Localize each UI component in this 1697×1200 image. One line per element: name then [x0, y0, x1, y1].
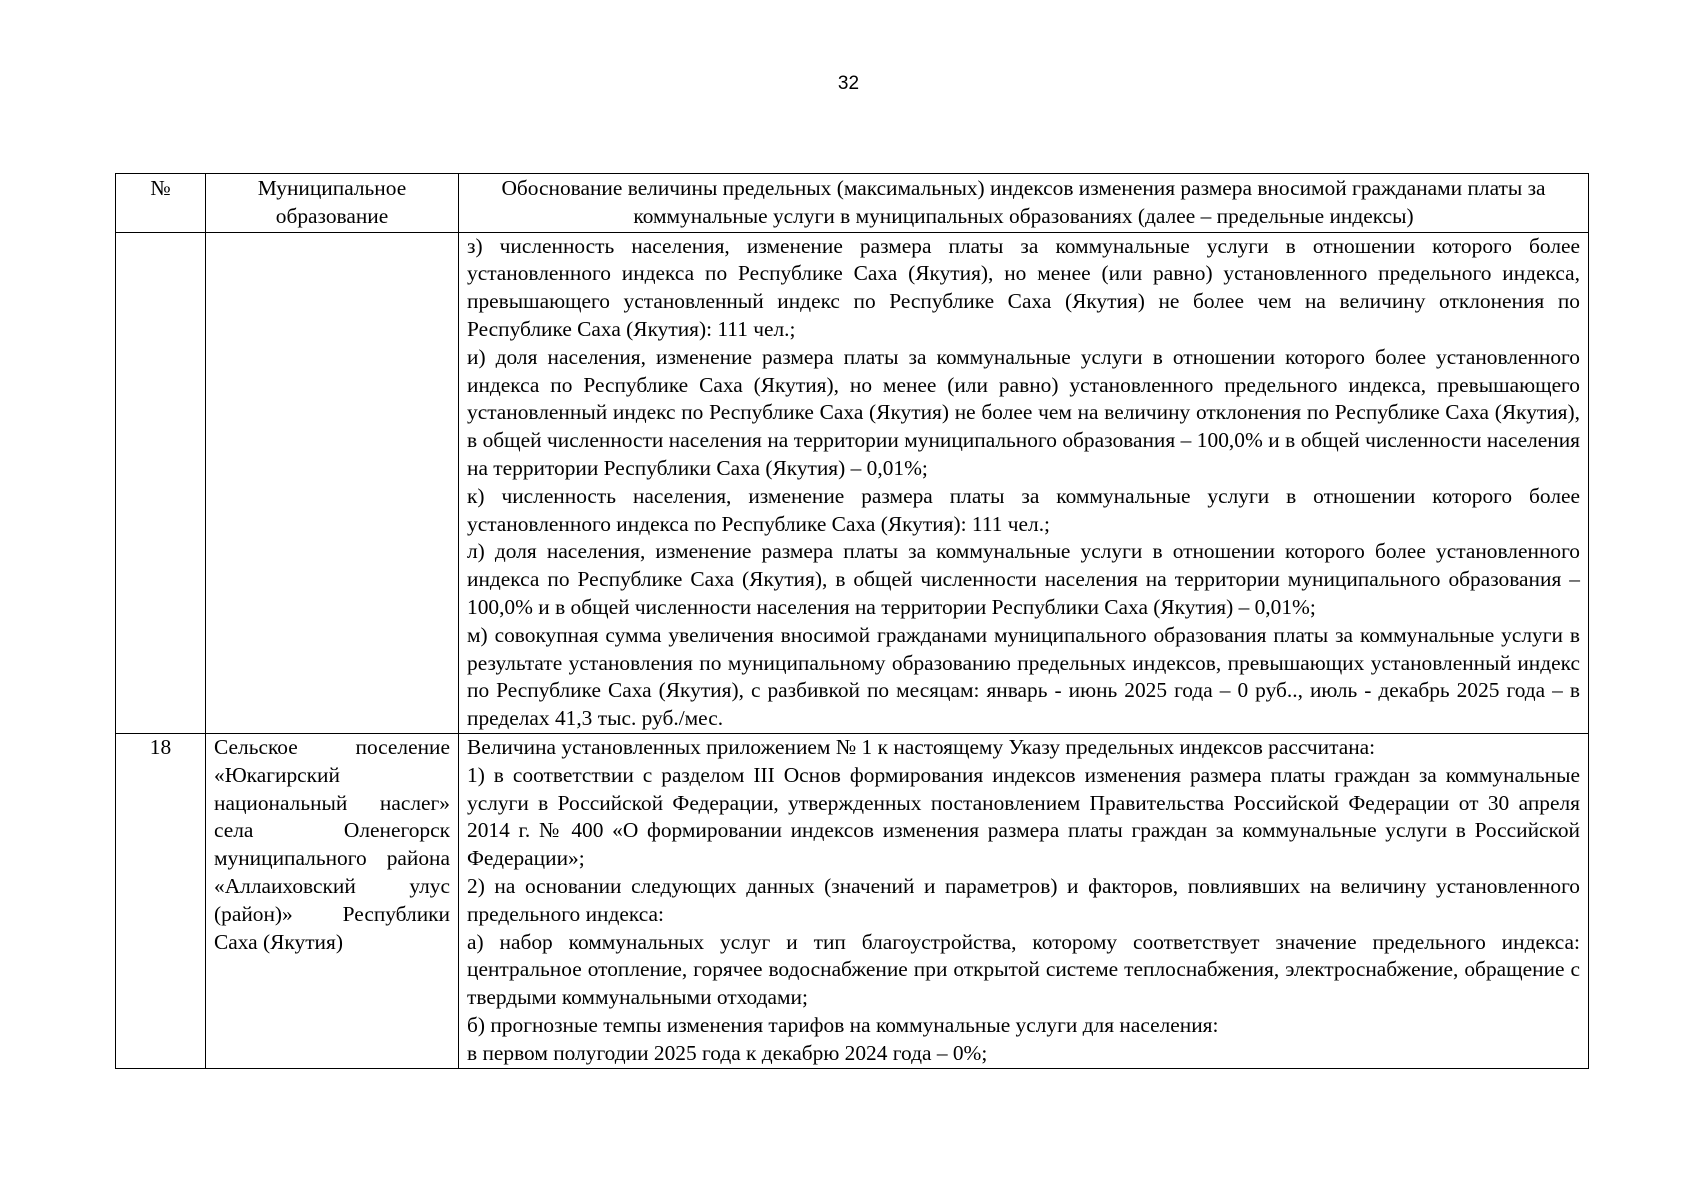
basis-paragraph: Величина установленных приложением № 1 к настоящему Указу предельных индексов рассчитана:: [467, 734, 1376, 759]
header-municipality: Муниципальное образование: [206, 174, 459, 233]
basis-paragraph: и) доля населения, изменение размера платы за коммунальные услуги в отношении которого более установленного индекса по Республике Саха (Якутия), но менее (или равно) установленного предельного индекса, превышающего установленный индекс по Республике Саха (Якутия) не более чем на величину отклонения по Республике Саха (Якутия), в общей численности населения на территории муниципального образования – 100,0% и в общей численности населения на территории Республики Саха (Якутия) – 0,01%;: [467, 344, 1580, 480]
basis-paragraph: к) численность населения, изменение размера платы за коммунальные услуги в отношении которого более установленного индекса по Республике Саха (Якутия): 111 чел.;: [467, 483, 1580, 536]
header-basis: Обоснование величины предельных (максимальных) индексов изменения размера вносимой гражданами платы за коммунальные услуги в муниципальных образованиях (далее – предельные индексы): [459, 174, 1589, 233]
page-number: 32: [837, 73, 860, 94]
row-number: 18: [116, 733, 206, 1068]
row-basis: [459, 232, 1589, 733]
row-basis: [459, 733, 1589, 1068]
indices-table: [115, 173, 1589, 1069]
basis-paragraph: а) набор коммунальных услуг и тип благоустройства, которому соответствует значение предельного индекса: центральное отопление, горячее водоснабжение при открытой системе теплоснабжения, электроснабжение, обращение с твердыми коммунальными отходами;: [467, 929, 1580, 1010]
basis-paragraph: б) прогнозные темпы изменения тарифов на коммунальные услуги для населения:: [467, 1012, 1219, 1037]
basis-paragraph: в первом полугодии 2025 года к декабрю 2024 года – 0%;: [467, 1040, 988, 1065]
header-number: №: [116, 174, 206, 233]
table-header-row: [116, 174, 1589, 233]
row-number: [116, 232, 206, 733]
basis-paragraph: 1) в соответствии с разделом III Основ формирования индексов изменения размера платы граждан за коммунальные услуги в Российской Федерации, утвержденных постановлением Правительства Российской Федерации от 30 апреля 2014 г. № 400 «О формировании индексов изменения размера платы граждан за коммунальные услуги в Российской Федерации»;: [467, 762, 1580, 871]
table-row: [116, 232, 1589, 733]
row-municipality: [206, 232, 459, 733]
basis-paragraph: 2) на основании следующих данных (значений и параметров) и факторов, повлиявших на величину установленного предельного индекса:: [467, 873, 1580, 926]
table-row: [116, 733, 1589, 1068]
basis-paragraph: л) доля населения, изменение размера платы за коммунальные услуги в отношении которого более установленного индекса по Республике Саха (Якутия), в общей численности населения на территории муниципального образования – 100,0% и в общей численности населения на территории Республики Саха (Якутия) – 0,01%;: [467, 539, 1580, 619]
row-municipality: Сельское поселение «Юкагирский национальный наслег» села Оленегорск муниципального района «Аллаиховский улус (район)» Республики Саха (Якутия): [206, 733, 459, 1068]
basis-paragraph: м) совокупная сумма увеличения вносимой гражданами муниципального образования платы за коммунальные услуги в результате установления по муниципальному образованию предельных индексов, превышающих установленный индекс по Республике Саха (Якутия), с разбивкой по месяцам: январь - июнь 2025 года – 0 руб.., июль - декабрь 2025 года – в пределах 41,3 тыс. руб./мес.: [467, 622, 1580, 731]
basis-paragraph: з) численность населения, изменение размера платы за коммунальные услуги в отношении которого более установленного индекса по Республике Саха (Якутия), но менее (или равно) установленного предельного индекса, превышающего установленный индекс по Республике Саха (Якутия) не более чем на величину отклонения по Республике Саха (Якутия): 111 чел.;: [467, 233, 1580, 341]
